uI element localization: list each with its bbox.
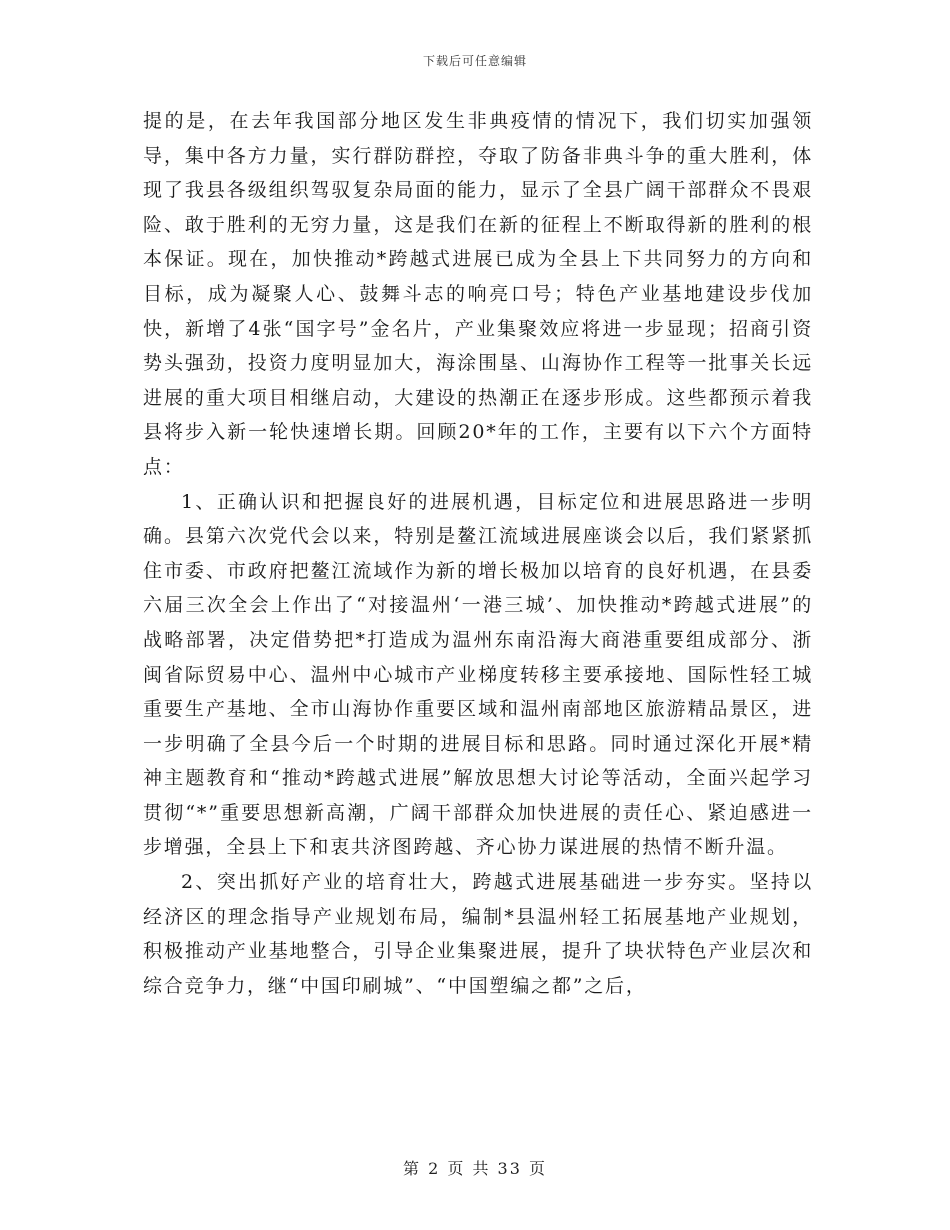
paragraph-continued: 提的是，在去年我国部分地区发生非典疫情的情况下，我们切实加强领导，集中各方力量，实行群防群控，夺取了防备非典斗争的重大胜利，体现了我县各级组织驾驭复杂局面的能力，显示了全县广阔干部群众不畏艰险、敢于胜利的无穷力量，这是我们在新的征程上不断取得新的胜利的根本保证。现在，加快推动*跨越式进展已成为全县上下共同努力的方向和目标，成为凝聚人心、鼓舞斗志的响亮口号；特色产业基地建设步伐加快，新增了4张“国字号”金名片，产业集聚效应将进一步显现；招商引资势头强劲，投资力度明显加大，海涂围垦、山海协作工程等一批事关长远进展的重大项目相继启动，大建设的热潮正在逐步形成。这些都预示着我县将步入新一轮快速增长期。回顾20*年的工作，主要有以下六个方面特点： [143, 110, 813, 478]
page-header: 下载后可任意编辑 [422, 54, 527, 68]
paragraph-point-2: 2、突出抓好产业的培育壮大，跨越式进展基础进一步夯实。坚持以经济区的理念指导产业规划布局，编制*县温州轻工拓展基地产业规划，积极推动产业基地整合，引导企业集聚进展，提升了块状特色产业层次和综合竞争力，继“中国印刷城”、“中国塑编之都”之后， [143, 871, 813, 997]
paragraph-point-1: 1、正确认识和把握良好的进展机遇，目标定位和进展思路进一步明确。县第六次党代会以来，特别是鳌江流域进展座谈会以后，我们紧紧抓住市委、市政府把鳌江流域作为新的增长极加以培育的良好机遇，在县委六届三次全会上作出了“对接温州‘一港三城’、加快推动*跨越式进展”的战略部署，决定借势把*打造成为温州东南沿海大商港重要组成部分、浙闽省际贸易中心、温州中心城市产业梯度转移主要承接地、国际性轻工城重要生产基地、全市山海协作重要区域和温州南部地区旅游精品景区，进一步明确了全县今后一个时期的进展目标和思路。同时通过深化开展*精神主题教育和“推动*跨越式进展”解放思想大讨论等活动，全面兴起学习贯彻“*”重要思想新高潮，广阔干部群众加快进展的责任心、紧迫感进一步增强，全县上下和衷共济图跨越、齐心协力谋进展的热情不断升温。 [143, 490, 813, 859]
document-body [143, 104, 813, 1003]
page-number: 第 2 页 共 33 页 [403, 1159, 547, 1178]
